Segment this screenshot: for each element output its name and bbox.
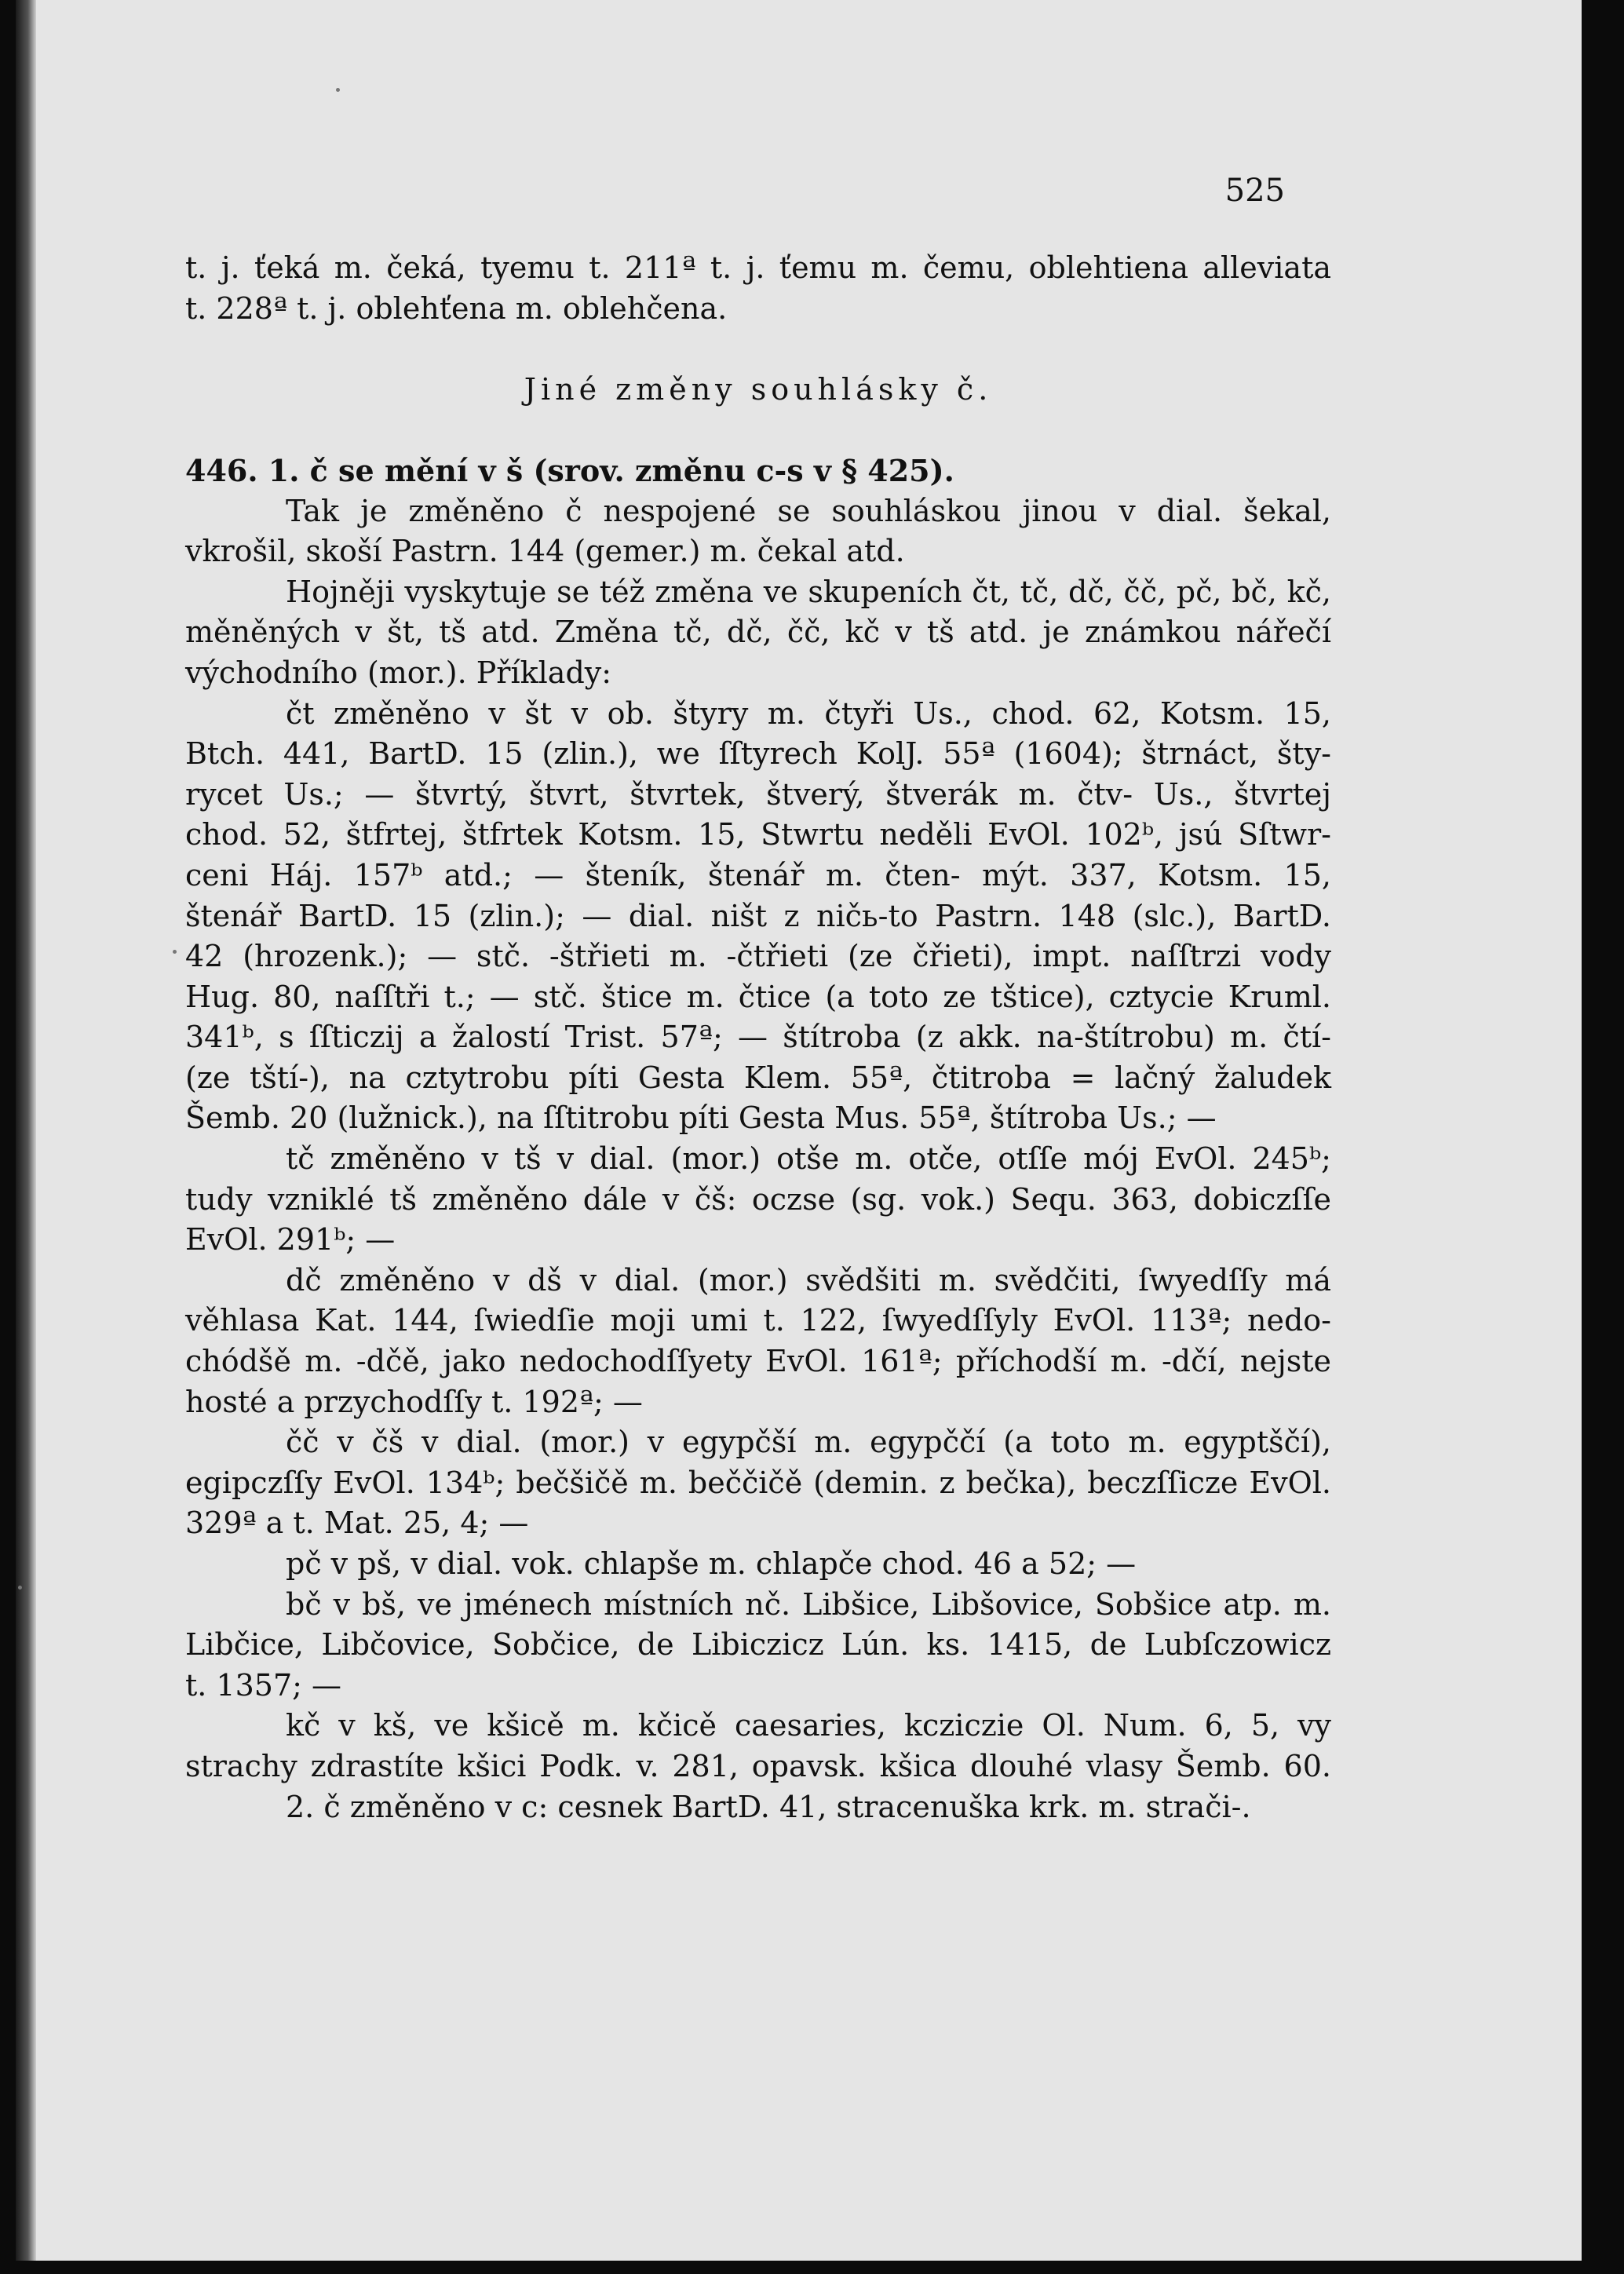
text-line: dč změněno v dš v dial. (mor.) svědšiti m. svědčiti, ſwyedſſy má <box>286 1262 1331 1298</box>
text-line: štenář BartD. 15 (zlin.); — dial. ništ z ničь-to Pastrn. 148 (slc.), BartD. <box>185 898 1331 933</box>
text-line: 329ª a t. Mat. 25, 4; — <box>185 1506 529 1541</box>
text-line: Šemb. 20 (lužnick.), na ſſtitrobu píti Gesta Mus. 55ª, štítroba Us.; — <box>185 1100 1217 1136</box>
text-line: Hug. 80, naſſtři t.; — stč. štice m. čtice (a toto ze tštice), cztycie Kruml. <box>185 979 1331 1014</box>
text-line: čt změněno v št v ob. štyry m. čtyři Us., chod. 62, Kotsm. 15, <box>286 695 1331 731</box>
text-line: měněných v št, tš atd. Změna tč, dč, čč, kč v tš atd. je známkou nářečí <box>185 615 1331 650</box>
text-line: hosté a przychodſſy t. 192ª; — <box>185 1384 643 1419</box>
text-line: tudy vzniklé tš změněno dále v čš: oczse (sg. vok.) Sequ. 363, dobiczſſe <box>185 1181 1331 1217</box>
text-line: 42 (hrozenk.); — stč. -štřieti m. -čtřieti (ze čřieti), impt. naſſtrzi vody <box>185 939 1331 974</box>
text-line: kč v kš, ve kšicě m. kčicě caesaries, kcziczie Ol. Num. 6, 5, vy <box>286 1708 1331 1743</box>
paragraph-446-start: 446. 1. č se mění v š (srov. změnu c-s v § 425). <box>185 452 954 488</box>
text-line: Btch. 441, BartD. 15 (zlin.), we ſſtyrech KolJ. 55ª (1604); štrnáct, šty- <box>185 736 1331 772</box>
text-line: ceni Háj. 157ᵇ atd.; — šteník, štenář m. čten- mýt. 337, Kotsm. 15, <box>185 857 1331 892</box>
text-line: tč změněno v tš v dial. (mor.) otše m. otče, otſſe mój EvOl. 245ᵇ; <box>286 1141 1331 1177</box>
page-gutter-shadow <box>16 0 36 2261</box>
text-line: egipczſſy EvOl. 134ᵇ; bečšičě m. beččičě (demin. z bečka), beczſſicze EvOl. <box>185 1465 1331 1500</box>
scan-speck <box>336 88 340 92</box>
text-line: Libčice, Libčovice, Sobčice, de Libiczicz Lún. ks. 1415, de Lubſczowicz <box>185 1627 1331 1663</box>
text-line: t. j. ťeká m. čeká, tyemu t. 211ª t. j. ťemu m. čemu, oblehtiena alleviata <box>185 250 1331 285</box>
text-line: bč v bš, ve jménech místních nč. Libšice, Libšovice, Sobšice atp. m. <box>286 1586 1331 1622</box>
scanned-page <box>16 0 1582 2261</box>
blank-line <box>185 410 1331 451</box>
text-line: t. 1357; — <box>185 1667 342 1703</box>
scan-speck <box>173 950 177 954</box>
text-line: Tak je změněno č nespojené se souhláskou jinou v dial. šekal, <box>286 493 1331 528</box>
text-line: 341ᵇ, s ſſticzij a žalostí Trist. 57ª; — štítroba (z akk. na-štítrobu) m. čtí- <box>185 1020 1331 1055</box>
text-line: 2. č změněno v c: cesnek BartD. 41, stracenuška krk. m. strači-. <box>286 1789 1251 1824</box>
text-line: chódšě m. -dčě, jako nedochodſſyety EvOl. 161ª; příchodší m. -dčí, nejste <box>185 1344 1331 1379</box>
text-line: t. 228ª t. j. oblehťena m. oblehčena. <box>185 290 728 326</box>
text-line: čč v čš v dial. (mor.) v egypčší m. egypččí (a toto m. egyptščí), <box>286 1425 1331 1460</box>
text-line: Hojněji vyskytuje se též změna ve skupeních čt, tč, dč, čč, pč, bč, kč, <box>286 574 1331 609</box>
text-line: EvOl. 291ᵇ; — <box>185 1222 396 1257</box>
text-line: rycet Us.; — štvrtý, štvrt, štvrtek, štverý, štverák m. čtv- Us., štvrtej <box>185 776 1331 812</box>
text-line: strachy zdrastíte kšici Podk. v. 281, opavsk. kšica dlouhé vlasy Šemb. 60. <box>185 1748 1331 1783</box>
text-line: východního (mor.). Příklady: <box>185 655 612 690</box>
body-text <box>185 248 1331 1827</box>
text-line: vkrošil, skoší Pastrn. 144 (gemer.) m. čekal atd. <box>185 534 905 569</box>
text-line: (ze tští-), na cztytrobu píti Gesta Klem. 55ª, čtitroba = lačný žaludek <box>185 1060 1331 1095</box>
text-line: věhlasa Kat. 144, ſwiedſie moji umi t. 122, ſwyedſſyly EvOl. 113ª; nedo- <box>185 1303 1331 1338</box>
blank-line <box>185 329 1331 370</box>
section-heading: Jiné změny souhlásky č. <box>524 371 993 407</box>
text-line: chod. 52, štfrtej, štfrtek Kotsm. 15, Stwrtu neděli EvOl. 102ᵇ, jsú Sſtwr- <box>185 817 1331 852</box>
text-line: pč v pš, v dial. vok. chlapše m. chlapče chod. 46 a 52; — <box>286 1546 1137 1581</box>
page-number: 525 <box>1224 173 1285 209</box>
scan-speck <box>18 1586 22 1590</box>
